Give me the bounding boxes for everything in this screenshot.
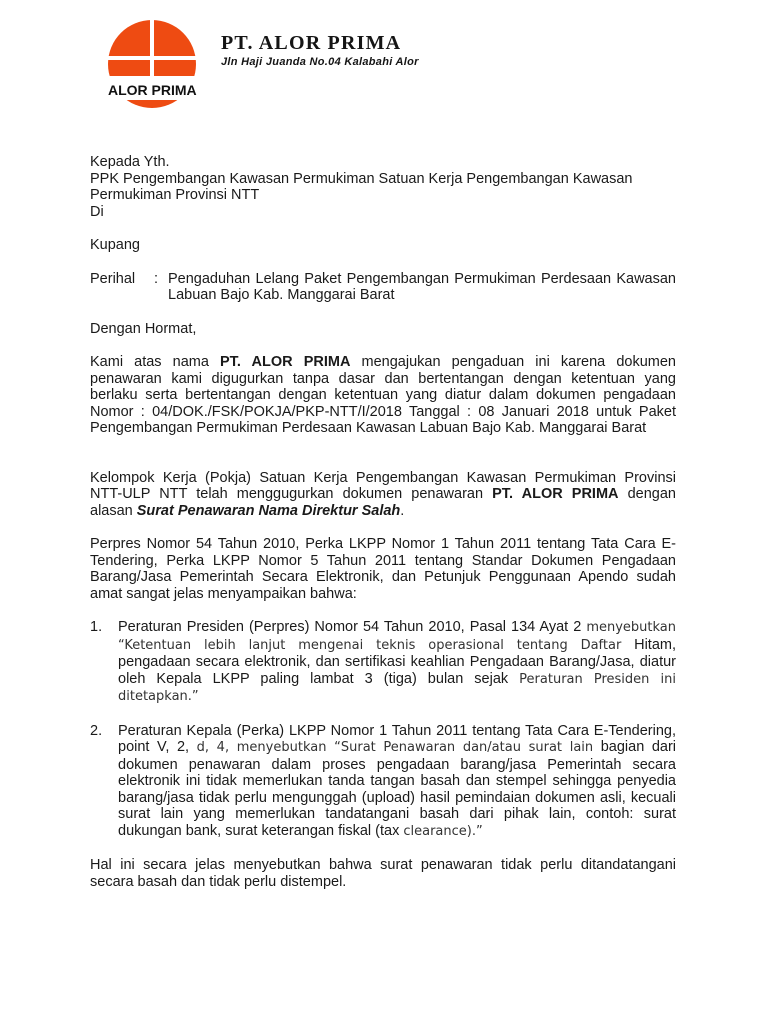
recipient-di: Di <box>90 203 104 220</box>
para1-text-b: mengajukan pengaduan ini karena dokumen penawaran kami digugurkan tanpa dasar dan bertentangan dengan ketentuan yang berlaku serta bertentangan dengan ketentuan yang diatur dalam dokumen pengadaan Nomor : 04/DOK./FSK/POKJA/PKP-NTT/I/2018 Tanggal : 08 Januari 2018 untuk Paket Pengembangan Permukiman Perdesaan Kawasan Labuan Bajo Kab. Manggarai Barat <box>90 354 676 436</box>
list-item-text <box>118 723 676 841</box>
list-item-2-d: clearance).” <box>403 823 483 839</box>
list-item-2-b: d, 4, menyebutkan “Surat Penawaran dan/atau surat lain <box>196 740 594 755</box>
paragraph-complaint <box>90 354 676 437</box>
salutation: Dengan Hormat, <box>90 320 197 337</box>
recipient-name: PPK Pengembangan Kawasan Permukiman Satuan Kerja Pengembangan Kawasan Permukiman Provinsi NTT <box>90 170 633 203</box>
company-logo <box>96 18 212 114</box>
list-item-1-c: Hitam, pengadaan secara elektronik, dan sertifikasi keahlian Pengadaan Barang/Jasa, diatur oleh Kepala LKPP paling lambat 3 (tiga) bulan sejak <box>118 636 677 687</box>
para1-company-name: PT. ALOR PRIMA <box>220 354 351 370</box>
list-item-2-c: bagian dari dokumen penawaran dalam proses pengadaan barang/jasa Pemerintah secara elektronik ini tidak memerlukan tanda tangan basah dan stempel sehingga penyedia barang/jasa tidak perlu mengunggah (upload) hasil pemindaian dokumen asli, kecuali surat lain yang memerlukan tandatangani basah dari pihak lain, contoh: surat dukungan bank, surat keterangan fiskal (tax <box>118 739 677 839</box>
list-number: 2. <box>90 722 103 739</box>
para2-reason: Surat Penawaran Nama Direktur Salah <box>136 502 401 519</box>
list-item-2-a: Peraturan Kepala (Perka) LKPP Nomor 1 Tahun 2011 tentang Tata Cara E-Tendering, point V, 2, <box>118 722 676 755</box>
recipient-greeting: Kepada Yth. <box>90 154 170 170</box>
para2-text-a: Kelompok Kerja (Pokja) Satuan Kerja Pengembangan Kawasan Permukiman Provinsi NTT-ULP NTT telah menggugurkan dokumen penawaran <box>90 469 676 502</box>
subject-text: Pengaduhan Lelang Paket Pengembangan Permukiman Perdesaan Kawasan Labuan Bajo Kab. Manggarai Barat <box>168 270 676 303</box>
paragraph-conclusion: Hal ini secara jelas menyebutkan bahwa surat penawaran tidak perlu ditandatangani secara basah dan tidak perlu distempel. <box>90 857 676 890</box>
company-name: PT. ALOR PRIMA <box>221 32 402 54</box>
list-item-1-b: menyebutkan “Ketentuan lebih lanjut mengenai teknis operasional tentang Daftar <box>118 620 676 653</box>
para2-text-b: dengan alasan <box>90 486 676 519</box>
subject-line <box>90 271 676 304</box>
list-number: 1. <box>90 619 103 635</box>
para2-period: . <box>400 502 405 519</box>
para1-text-a: Kami atas nama <box>90 354 221 370</box>
paragraph-regulations: Perpres Nomor 54 Tahun 2010, Perka LKPP Nomor 1 Tahun 2011 tentang Tata Cara E-Tendering, Perka LKPP Nomor 5 Tahun 2011 tentang Standar Dokumen Pengadaan Barang/Jasa Pemerintah Secara Elektronik, dan Petunjuk Penggunaan Apendo sudah amat sangat jelas menyampaikan bahwa: <box>90 536 676 602</box>
recipient-city: Kupang <box>90 237 140 253</box>
company-address: Jln Haji Juanda No.04 Kalabahi Alor <box>221 56 419 68</box>
list-item-text <box>118 619 676 706</box>
para2-company-name: PT. ALOR PRIMA <box>492 486 619 502</box>
letter-body <box>90 154 676 890</box>
subject-label: Perihal <box>90 270 136 287</box>
list-item <box>90 723 676 841</box>
list-item-1-a: Peraturan Presiden (Perpres) Nomor 54 Tahun 2010, Pasal 134 Ayat 2 <box>118 619 587 635</box>
subject-colon: : <box>154 270 159 287</box>
paragraph-disqualification <box>90 470 676 520</box>
list-item <box>90 619 676 706</box>
logo-text: ALOR PRIMA <box>108 82 197 98</box>
list-item-1-d: Peraturan Presiden ini ditetapkan.” <box>118 671 676 704</box>
